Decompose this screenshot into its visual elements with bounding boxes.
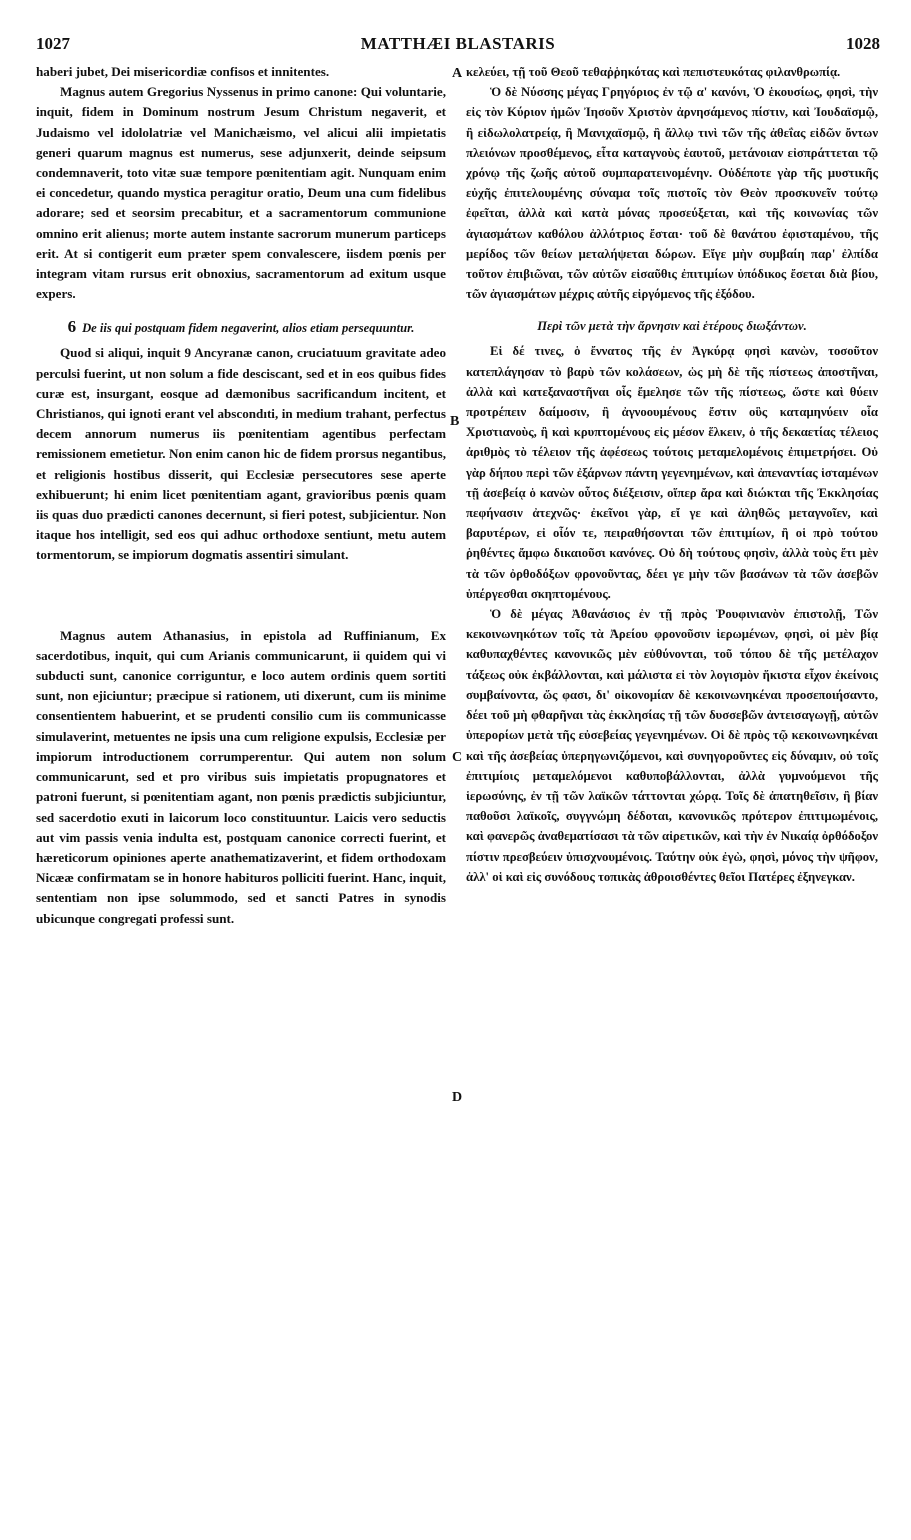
greek-paragraph: Ὁ δὲ μέγας Ἀθανάσιος ἐν τῇ πρὸς Ῥουφινιανὸν ἐπιστολῇ, Τῶν κεκοινωνηκότων τοῖς τὰ Ἀρείου φρονοῦσιν ἱερωμένων, φησὶ, οἱ μὲν βίᾳ καθυπαχθέντες κανονικῶς μὲν εὐθύνονται, τοῦ τόπου δὲ τῆς μετέλαχον τάξεως οὐκ ἐκβάλλονται, καὶ μάλιστα εἰ τὸν λογισμὸν ἥκιστα εἶχον ἐκείνοις συμβαίνοντα, ὥς φασι, δι' οἰκονομίαν δὲ κεκοινωνηκέναι προσεποιήσαντο, δέει τοῦ μὴ φθαρῆναι τὰς ἐκκλησίας τῇ τῶν δυσσεβῶν ἀντεισαγωγῇ, αὐτῶν ὑπερορίων μετὰ τῆς εὐσεβείας γεγενημένων. Οἱ δὲ πρὸς τῷ κεκοινωνηκέναι καὶ τῆς ἀσεβείας ὑπερηγωνιζόμενοι, καὶ συνηγοροῦντες εἰς δύναμιν, οὐ τοῖς ἐπιτιμίοις μεταμελόμενοι καθυποβάλλονται, ἀλλὰ γυμνούμενοι τῆς ἱερωσύνης, ἐν τῇ τῶν λαϊκῶν τάττονται χώρᾳ. Τοῖς δὲ ἀπατηθεῖσιν, ἢ βίαν παθοῦσι λαϊκοῖς, συγγνώμη δέδοται, κανονικῶς πρότερον ἐπιτιμωμένοις, καὶ φανερῶς ἀναθεματίσασι τὰ τῶν αἱρετικῶν, καὶ τὴν ἐν Νικαίᾳ ὀρθόδοξον πίστιν πρεσβεύειν ὑπισχνουμένοις. Ταύτην οὐκ ἐγὼ, φησὶ, μόνος τὴν ψῆφον, ἀλλ' οἱ καὶ εἰς συνόδους τοπικὰς ἀθροισθέντες θεῖοι Πατέρες ἐξηνεγκαν. [466, 607, 878, 884]
margin-letter-c: C [452, 750, 463, 765]
greek-paragraph: κελεύει, τῇ τοῦ Θεοῦ τεθαῤῥηκότας καὶ πεπιστευκότας φιλανθρωπίᾳ. [466, 65, 841, 79]
greek-column [466, 62, 878, 887]
latin-section-title: De iis qui postquam fidem negaverint, alios etiam persequuntur. [82, 321, 415, 336]
margin-letter-a: A [452, 66, 463, 81]
margin-letter-b: B [450, 414, 460, 429]
latin-paragraph: Magnus autem Gregorius Nyssenus in primo canone: Qui voluntarie, inquit, fidem in Dominum nostrum Jesum Christum negaverit, et Judaismo vel idololatriæ vel Manichæismo, vel alicui alii impietatis generi quarum magnus est numerus, sese adjunxerit, deinde seipsum condemnaverit, toto vitæ suæ tempore pœnitentiam agit. Nunquam enim ei concedetur, quando mystica peragitur oratio, Deum una cum fidelibus adorare; sed et seorsim precabitur, et a sacramentorum communione omnino erit alienus; morte autem instante sacrorum munerum particeps erit. At si contigerit eum præter spem convalescere, iisdem pœnis per integram vitam rursus erit obnoxius, sacramentorum ad exitum usque expers. [36, 84, 446, 302]
page-number-right: 1028 [846, 34, 880, 53]
greek-paragraph: Ὁ δὲ Νύσσης μέγας Γρηγόριος ἐν τῷ α' κανόνι, Ὁ ἑκουσίως, φησὶ, τὴν εἰς τὸν Κύριον ἡμῶν Ἰησοῦν Χριστὸν ἀρνησάμενος πίστιν, καὶ Ἰουδαϊσμῷ, ἢ εἰδωλολατρείᾳ, ἢ Μανιχαϊσμῷ, ἢ ἄλλῳ τινὶ τῶν τῆς ἀθεΐας εἰδῶν ὄντων πλειόνων προσθέμενος, εἶτα καταγνοὺς ἑαυτοῦ, μετάνοιαν εἰσπράττεται τῷ χρόνῳ τῆς ζωῆς αὐτοῦ συμπαρατεινομένην. Οὐδέποτε γὰρ τῆς μυστικῆς εὐχῆς ἐπιτελουμένης σύναμα τοῖς πιστοῖς τὸν Θεὸν προσκυνεῖν τούτῳ ἐφεῖται, ἀλλὰ καὶ κατὰ μόνας προσεύξεται, καὶ τῆς κοινωνίας τῶν ἁγιασμάτων καθόλου ἀλλότριος ἔσται· τοῦ δὲ θανάτου ἐφισταμένου, τῆς μερίδος τῶν θείων μεταλήψεται δώρων. Εἴγε μὴν συμβαίη παρ' ἐλπίδα τοῦτον ἐπιβιῶναι, τῶν αὐτῶν εἰσαῦθις ἐπιτιμίων ὑπόδικος ἔσεται διὰ βίου, τῶν ἁγιασμάτων μέχρις αὐτῆς εἰργόμενος τῆς ἐξόδου. [466, 85, 878, 302]
section-number: 6 [67, 317, 77, 337]
latin-paragraph: Magnus autem Athanasius, in epistola ad Ruffinianum, Ex sacerdotibus, inquit, qui cum Arianis communicarunt, ii quidem qui vi subducti sunt, canonice corriguntur, e loco autem ordinis quem sortiti sunt, non ejiciuntur; præcipue si rationem, uti dixerunt, cum iis minime consentientem habuerint, et se prudenti consilio cum iis communicasse simulaverint, metuentes ne ipsis una cum religione expulsis, Ecclesiæ per impiorum introductionem corrumperentur. Qui autem non solum communicarunt, sed et pro viribus suis impietatis propugnatores et patroni fuerunt, si pœnitentiam agant, non pœnis prædictis subjiciuntur, sed sacerdotio exuti in laicorum loco constituuntur. Laicis vero seductis aut vim passis venia indulta est, postquam canonice correcti fuerint, et hæreticorum opiniones aperte anathematizaverint, et fidem orthodoxam Nicææ confirmatam se in honore habituros polliciti fuerint. Hanc, inquit, sententiam non ipse solummodo, sed et sancti Patres in synodis ubicunque congregati professi sunt. [36, 627, 446, 926]
column-gap [36, 566, 446, 626]
margin-letter-d: D [452, 1090, 463, 1105]
page-header [36, 34, 880, 58]
latin-section-heading [36, 318, 446, 337]
latin-column [36, 62, 446, 929]
greek-paragraph: Εἰ δέ τινες, ὁ ἔννατος τῆς ἐν Ἀγκύρᾳ φησὶ κανὼν, τοσοῦτον κατεπλάγησαν τὸ βαρὺ τῶν κολάσεων, ὡς μὴ δὲ τῆς πίστεως ἀποστῆναι, ἀλλὰ καὶ κατεξαναστῆναι οἷς ἔμελησε τῶν τῆς πίστεως, ὥστε καὶ θύειν προτρέπειν δαίμοσιν, ἢ ἀγνοουμένους ἔστιν οὓς καταμηνύειν οἷα Χριστιανοὺς, ἢ καὶ κρυπτομένους εἰς μέσον ἕλκειν, ὁ τῆς δεκαετίας τέλειος ἀριθμὸς τὸ τέλειον τῆς ἀφέσεως τούτοις μεταμελομένοις ἐπιμετρήσει. Οὐ γὰρ δήπου περὶ τῶν ἐξάρνων πάντη γεγενημένων, καὶ ἀπεναντίας ἱσταμένων τῇ ἀσεβείᾳ ὁ κανὼν οὗτος διέξεισιν, οἵπερ ἄρα καὶ διώκται τῆς Ἐκκλησίας πεφήνασιν ἀτεχνῶς· ἐκεῖνοι γὰρ, εἴ γε καὶ ἀληθῶς μεταγνοῖεν, καὶ βαρυτέρων, εἰ οἷόν τε, πειραθήσονται τῶν ἐπιτιμίων, ἢ οἱ πρὸ τούτου ῥηθέντες ἄμφω δικαιοῦσι κανόνες. Οὐ δὴ τούτους φησὶν, ἀλλὰ τοὺς ἔτι μὲν τὰ τῶν ὀρθοδόξων φρονοῦντας, δέει γε μὴν τῶν βασάνων τὰ τῶν ἀσεβῶν ὑπέργεσθαι σκηπτομένους. [466, 344, 878, 601]
page-number-left: 1027 [36, 34, 70, 53]
latin-paragraph: haberi jubet, Dei misericordiæ confisos et innitentes. [36, 64, 330, 79]
greek-section-title: Περὶ τῶν μετὰ τὴν ἄρνησιν καὶ ἑτέρους διωξάντων. [537, 319, 807, 334]
running-title: MATTHÆI BLASTARIS [360, 34, 556, 53]
latin-paragraph: Quod si aliqui, inquit 9 Ancyranæ canon, cruciatuum gravitate adeo perculsi fuerint, ut non solum a fide desciscant, sed et in eos quibus fides curæ est, insurgant, eosque ad dæmonibus sacrificandum incitent, et Christianos, qui ignoti erant vel abscondıti, in medium trahant, perfectus decem annorum numerus iis pœnitentiam agentibus perfectam remissionem emetietur. Non enim canon hic de fidem prorsus negantibus, et religionis hostibus disserit, qui Ecclesiæ persecutores sese aperte exhibuerunt; hi enim licet pœnitentiam agant, gravioribus pœnis quam iis quas duo prædicti canones decernunt, si fieri potest, subjicientur. Non itaque hos intelligit, sed eos qui adhuc orthodoxe sentiunt, metu autem tormentorum, se impiorum dogmatis assentiri simulant. [36, 345, 446, 563]
